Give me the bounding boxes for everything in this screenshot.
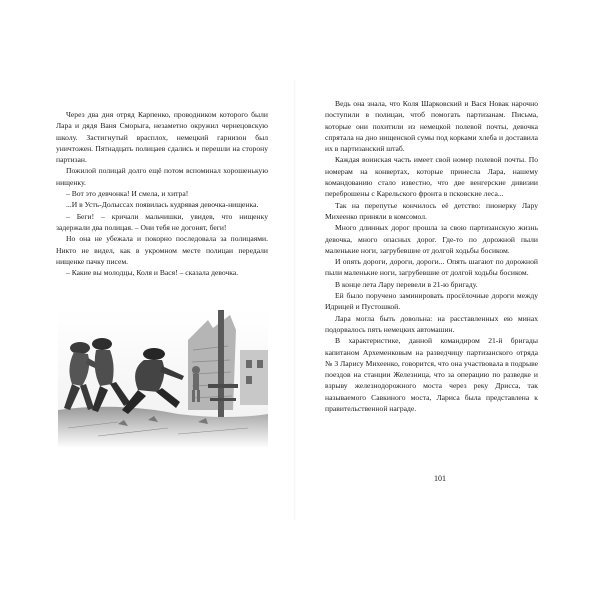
pencil-drawing — [58, 310, 268, 448]
paragraph: – Какие вы молодцы, Коля и Вася! – сказала девочка. — [66, 268, 239, 278]
paragraph: Ведь она знала, что Коля Шарковский и Вася Новак нарочно поступили в полицаи, чтоб помогать партизанам. Письма, которые они похитили из немецкой полевой почты, девочка спрятала на дно нищенской сумы под корками хлеба и доставила их в партизанский штаб. — [325, 99, 538, 154]
paragraph: Много длинных дорог прошла за свою партизанскую жизнь девочка, много опасных дорог. Где-то по дорожной пыли маленькие ноги, загрубевшие от долгой ходьбы босиком. — [325, 223, 538, 255]
paragraph: Ей было поручено заминировать просёлочные дороги между Идрицей и Пустошкой. — [325, 291, 538, 312]
right-page-text — [325, 98, 538, 414]
illustration-soldiers-running — [58, 310, 268, 448]
paragraph: Но она не убежала и покорно последовала за полицаями. Никто не видел, как в укромном месте полицаи передали нищенке пачку писем. — [56, 234, 268, 266]
paragraph: – Вот это девчонка! И смела, и хитра! — [66, 189, 189, 199]
paragraph: Лара могла быть довольна: на расставленных ею минах подорвалось пять немецких автомашин. — [325, 313, 538, 334]
paragraph: И опять дороги, дороги, дороги... Опять шагают по дорожной пыли маленькие ноги, загрубевшие от долгой ходьбы босиком. — [325, 257, 538, 278]
paragraph: В характеристике, данной командиром 21-й бригады капитаном Археменковым на разведчицу партизанского отряда № 3 Ларису Михеенко, говорится, что она участвовала в подрыве поездов на станции Железница, что за операцию по разведке и взрыву железнодорожного моста через реку Дрисса, так называемого Савкиного моста, Лариса была представлена к правительственной награде. — [325, 336, 538, 414]
paragraph: В конце лета Лару перевели в 21-ю бригаду. — [335, 279, 478, 289]
paragraph: Каждая воинская часть имеет свой номер полевой почты. По номерам на конвертах, которые принесла Лара, нашему командованию стало известно, что две венгерские дивизии переброшены с Карельского фронта в псковские леса... — [325, 155, 538, 199]
left-page-text — [56, 109, 268, 278]
paragraph: Так на перепутье кончилось её детство: пионерку Лару Михеенко приняли в комсомол. — [325, 200, 538, 221]
paragraph: ...И в Усть-Долыссах появилась кудрявая девочка-нищенка. — [66, 200, 259, 210]
page-number: 101 — [434, 474, 446, 483]
right-page — [295, 0, 590, 590]
paragraph: Пожилой полицай долго ещё потом вспоминал хорошенькую нищенку. — [56, 166, 268, 187]
paragraph: – Беги! – кричали мальчишки, увидев, что нищенку задержали два полицая. – Они тебя не догонят, беги! — [56, 211, 268, 232]
paragraph: Через два дня отряд Карпенко, проводником которого были Лара и дядя Ваня Сморыга, незаметно окружил чернецовскую школу. Застигнутый врасплох, немецкий гарнизон был уничтожен. Пятнадцать полицаев сдались и перешли на сторону партизан. — [56, 110, 268, 165]
